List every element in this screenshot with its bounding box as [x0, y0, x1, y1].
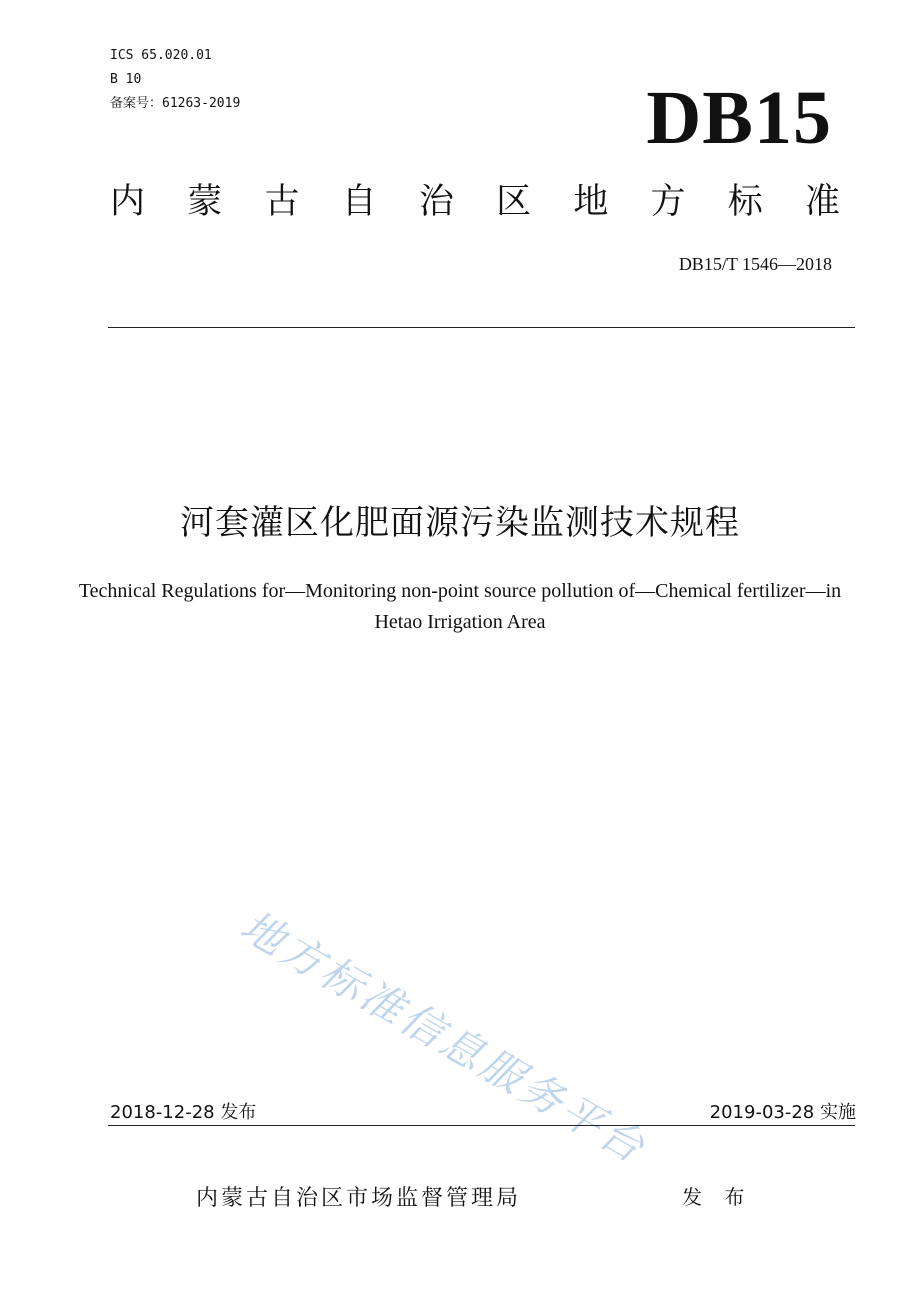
standard-category — [110, 178, 840, 226]
classification-code: B 10 — [110, 72, 142, 87]
effective-date: 2019-03-28 实施 — [709, 1102, 856, 1123]
dates-divider — [108, 1125, 855, 1126]
issue-label: 发 布 — [682, 1185, 753, 1209]
category-char: 标 — [727, 182, 763, 222]
category-char: 蒙 — [187, 182, 223, 222]
watermark-text: 地方标准信息服务平台 — [232, 900, 656, 1174]
category-char: 内 — [110, 182, 146, 222]
category-char: 治 — [418, 182, 454, 222]
category-char: 区 — [496, 182, 532, 222]
record-number: 备案号：61263-2019 — [110, 96, 241, 111]
category-char: 准 — [804, 182, 840, 222]
watermark — [226, 770, 746, 1174]
category-char: 地 — [573, 182, 609, 222]
ics-code: ICS 65.020.01 — [110, 48, 212, 63]
category-char: 古 — [264, 182, 300, 222]
title-chinese: 河套灌区化肥面源污染监测技术规程 — [180, 503, 740, 543]
issue-date: 2018-12-28 发布 — [110, 1102, 257, 1123]
category-char: 自 — [341, 182, 377, 222]
standard-number: DB15/T 1546—2018 — [678, 254, 832, 274]
issuing-authority: 内蒙古自治区市场监督管理局 — [196, 1186, 522, 1211]
title-english: Technical Regulations for—Monitoring non-point source pollution of—Chemical fertilizer—in Hetao Irrigation Area — [78, 580, 842, 633]
category-char: 方 — [650, 182, 686, 222]
standard-code-logo: DB15 — [646, 76, 832, 160]
header-divider — [108, 327, 855, 328]
